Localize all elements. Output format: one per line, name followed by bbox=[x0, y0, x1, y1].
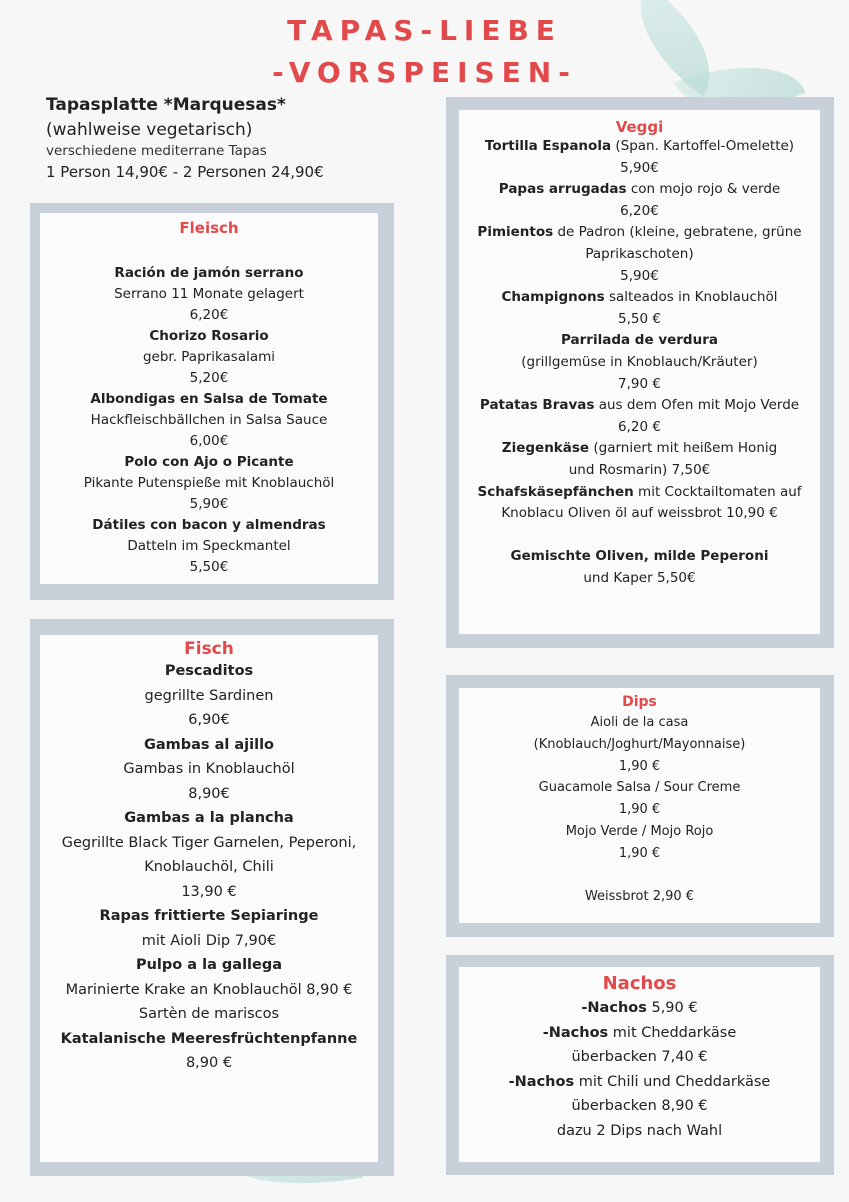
dish-detail: gegrillte Sardinen bbox=[144, 687, 274, 704]
menu-line bbox=[459, 287, 820, 309]
dish-detail: mit Cocktailtomaten auf bbox=[633, 483, 802, 500]
fisch-title: Fisch bbox=[184, 639, 234, 659]
dish-detail: und Rosmarin) 7,50€ bbox=[568, 461, 711, 478]
menu-line: (Knoblauch/Joghurt/Mayonnaise) bbox=[533, 736, 746, 752]
menu-line bbox=[459, 201, 820, 223]
tapasplatte-name: Tapasplatte *Marquesas* bbox=[46, 95, 286, 115]
dish-detail: Gegrillte Black Tiger Garnelen, Peperoni, bbox=[61, 834, 357, 851]
dish-name: Pulpo a la gallega bbox=[135, 957, 283, 973]
dish-detail: 6,20 € bbox=[618, 418, 661, 435]
dish-name: -Nachos bbox=[581, 1000, 647, 1016]
menu-line bbox=[459, 417, 820, 439]
nachos-title: Nachos bbox=[602, 973, 677, 994]
fleisch-title: Fleisch bbox=[179, 219, 239, 237]
dips-list bbox=[459, 712, 820, 908]
dish-detail: 13,90 € bbox=[181, 883, 237, 900]
dish-name: Gemischte Oliven, milde Peperoni bbox=[510, 548, 769, 565]
dish-detail: 5,90€ bbox=[620, 159, 659, 176]
menu-line: 1,90 € bbox=[618, 802, 661, 818]
menu-line bbox=[40, 659, 378, 684]
dish-name: -Nachos bbox=[542, 1024, 609, 1041]
menu-line bbox=[40, 806, 378, 831]
dish-detail: 5,90€ bbox=[620, 267, 659, 284]
menu-line: Weissbrot 2,90 € bbox=[584, 889, 695, 905]
menu-line bbox=[459, 352, 820, 374]
dish-name: Patatas Bravas bbox=[479, 397, 595, 414]
veggi-list bbox=[459, 136, 820, 589]
nachos-panel bbox=[446, 955, 834, 1175]
veggi-title: Veggi bbox=[615, 118, 664, 136]
dish-detail: und Kaper 5,50€ bbox=[583, 569, 696, 586]
menu-line bbox=[459, 546, 820, 568]
dish-detail: mit Aioli Dip 7,90€ bbox=[141, 932, 277, 949]
tapasplatte-option: (wahlweise vegetarisch) bbox=[46, 119, 253, 140]
dish-detail: dazu 2 Dips nach Wahl bbox=[556, 1122, 723, 1139]
menu-line bbox=[459, 568, 820, 590]
dish-detail: Paprikaschoten) bbox=[585, 245, 694, 262]
menu-line bbox=[459, 503, 820, 525]
menu-line bbox=[459, 136, 820, 158]
dish-detail: Knoblauchöl, Chili bbox=[144, 859, 274, 875]
menu-line bbox=[459, 438, 820, 460]
dish-name: Schafskäsepfänchen bbox=[477, 483, 634, 500]
dish-detail: Sartèn de mariscos bbox=[138, 1006, 280, 1022]
dish-detail: (Span. Kartoffel-Omelette) bbox=[611, 138, 795, 154]
menu-line bbox=[40, 782, 378, 807]
dish-name: Champignons bbox=[501, 289, 605, 306]
menu-line bbox=[459, 330, 820, 352]
menu-line bbox=[40, 757, 378, 782]
menu-line bbox=[459, 1119, 820, 1144]
dish-detail: Gambas in Knoblauchöl bbox=[123, 761, 295, 777]
dish-name: Tortilla Espanola bbox=[484, 138, 612, 154]
veggi-panel bbox=[446, 97, 834, 648]
list-item: Chorizo Rosario gebr. Paprikasalami 5,20€ bbox=[142, 328, 276, 386]
dish-detail: 5,50 € bbox=[618, 310, 661, 327]
dish-detail: überbacken 7,40 € bbox=[571, 1049, 708, 1065]
tapasplatte-intro bbox=[46, 93, 324, 184]
menu-line bbox=[459, 395, 820, 417]
dish-detail: überbacken 8,90 € bbox=[571, 1098, 708, 1114]
dish-name: Ziegenkäse bbox=[501, 440, 590, 457]
menu-line bbox=[459, 865, 820, 887]
menu-line bbox=[459, 1021, 820, 1046]
dish-name: Rapas frittierte Sepiaringe bbox=[99, 908, 319, 924]
menu-line bbox=[40, 953, 378, 978]
menu-line bbox=[459, 244, 820, 266]
dish-detail: aus dem Ofen mit Mojo Verde bbox=[594, 397, 800, 414]
dish-name: Pimientos bbox=[477, 224, 554, 241]
dish-name: Katalanische Meeresfrüchtenpfanne bbox=[60, 1030, 358, 1047]
dish-detail: mit Chili und Cheddarkäse bbox=[574, 1073, 771, 1090]
menu-line: Guacamole Salsa / Sour Creme bbox=[538, 780, 741, 796]
menu-line bbox=[40, 831, 378, 856]
dish-detail: con mojo rojo & verde bbox=[626, 181, 781, 198]
menu-line bbox=[459, 222, 820, 244]
list-item: Albondigas en Salsa de Tomate Hackfleischbällchen in Salsa Sauce 6,00€ bbox=[90, 391, 328, 449]
list-item: Polo con Ajo o Picante Pikante Putenspieße mit Knoblauchöl 5,90€ bbox=[83, 454, 335, 512]
menu-line: 1,90 € bbox=[618, 845, 661, 861]
menu-line bbox=[40, 1051, 378, 1076]
tapasplatte-desc: verschiedene mediterrane Tapas bbox=[46, 143, 267, 160]
menu-line bbox=[459, 1070, 820, 1095]
dish-name: Pescaditos bbox=[164, 663, 254, 679]
dish-name: Parrilada de verdura bbox=[561, 332, 718, 349]
dish-detail: 6,90€ bbox=[188, 712, 230, 728]
tapasplatte-price: 1 Person 14,90€ - 2 Personen 24,90€ bbox=[46, 162, 324, 181]
menu-title-line2: -VORSPEISEN- bbox=[272, 56, 577, 89]
fisch-panel bbox=[30, 619, 394, 1176]
menu-line bbox=[459, 1094, 820, 1119]
dish-name: -Nachos bbox=[508, 1073, 575, 1090]
menu-line bbox=[40, 684, 378, 709]
menu-line bbox=[459, 996, 820, 1021]
menu-line bbox=[40, 978, 378, 1003]
menu-title-line1: TAPAS-LIEBE bbox=[287, 14, 562, 47]
list-item: Dátiles con bacon y almendras Datteln im Speckmantel 5,50€ bbox=[92, 517, 326, 575]
menu-line bbox=[40, 708, 378, 733]
menu-line bbox=[459, 482, 820, 504]
menu-line bbox=[459, 158, 820, 180]
fisch-list bbox=[40, 659, 378, 1076]
menu-line bbox=[40, 904, 378, 929]
dish-detail: Marinierte Krake an Knoblauchöl 8,90 € bbox=[65, 981, 353, 998]
menu-line bbox=[459, 1045, 820, 1070]
dish-detail: (garniert mit heißem Honig bbox=[589, 440, 778, 457]
dish-name: Gambas al ajillo bbox=[143, 736, 275, 753]
dish-detail: 5,90 € bbox=[646, 1000, 698, 1016]
dish-detail: 8,90 € bbox=[185, 1055, 233, 1071]
menu-line bbox=[40, 1027, 378, 1052]
dish-detail: 8,90€ bbox=[188, 785, 230, 802]
dish-detail: salteados in Knoblauchöl bbox=[604, 289, 778, 306]
dish-detail: 7,90 € bbox=[618, 375, 661, 392]
menu-line: Mojo Verde / Mojo Rojo bbox=[565, 823, 714, 839]
dips-panel bbox=[446, 675, 834, 937]
dish-name: Papas arrugadas bbox=[498, 181, 627, 198]
menu-line bbox=[459, 309, 820, 331]
menu-line bbox=[40, 855, 378, 880]
menu-line bbox=[40, 880, 378, 905]
menu-line bbox=[459, 179, 820, 201]
dish-detail: mit Cheddarkäse bbox=[608, 1024, 737, 1041]
menu-line bbox=[459, 266, 820, 288]
fleisch-panel bbox=[30, 203, 394, 600]
menu-line bbox=[40, 733, 378, 758]
menu-line: Aioli de la casa bbox=[590, 715, 689, 730]
dish-detail: (grillgemüse in Knoblauch/Kräuter) bbox=[521, 353, 758, 370]
dish-name: Gambas a la plancha bbox=[124, 810, 294, 826]
menu-line bbox=[40, 929, 378, 954]
menu-line: 1,90 € bbox=[618, 758, 661, 774]
list-item: Ración de jamón serrano Serrano 11 Monate gelagert 6,20€ bbox=[114, 265, 304, 323]
menu-line bbox=[459, 460, 820, 482]
menu-line bbox=[40, 1002, 378, 1027]
dish-detail: 6,20€ bbox=[620, 202, 659, 219]
menu-line bbox=[459, 525, 820, 547]
nachos-list bbox=[459, 996, 820, 1143]
dish-detail: Knoblacu Oliven öl auf weissbrot 10,90 € bbox=[501, 505, 778, 522]
dish-detail: de Padron (kleine, gebratene, grüne bbox=[553, 224, 802, 241]
dips-title: Dips bbox=[622, 694, 657, 710]
fleisch-list bbox=[40, 263, 378, 578]
menu-line bbox=[459, 374, 820, 396]
